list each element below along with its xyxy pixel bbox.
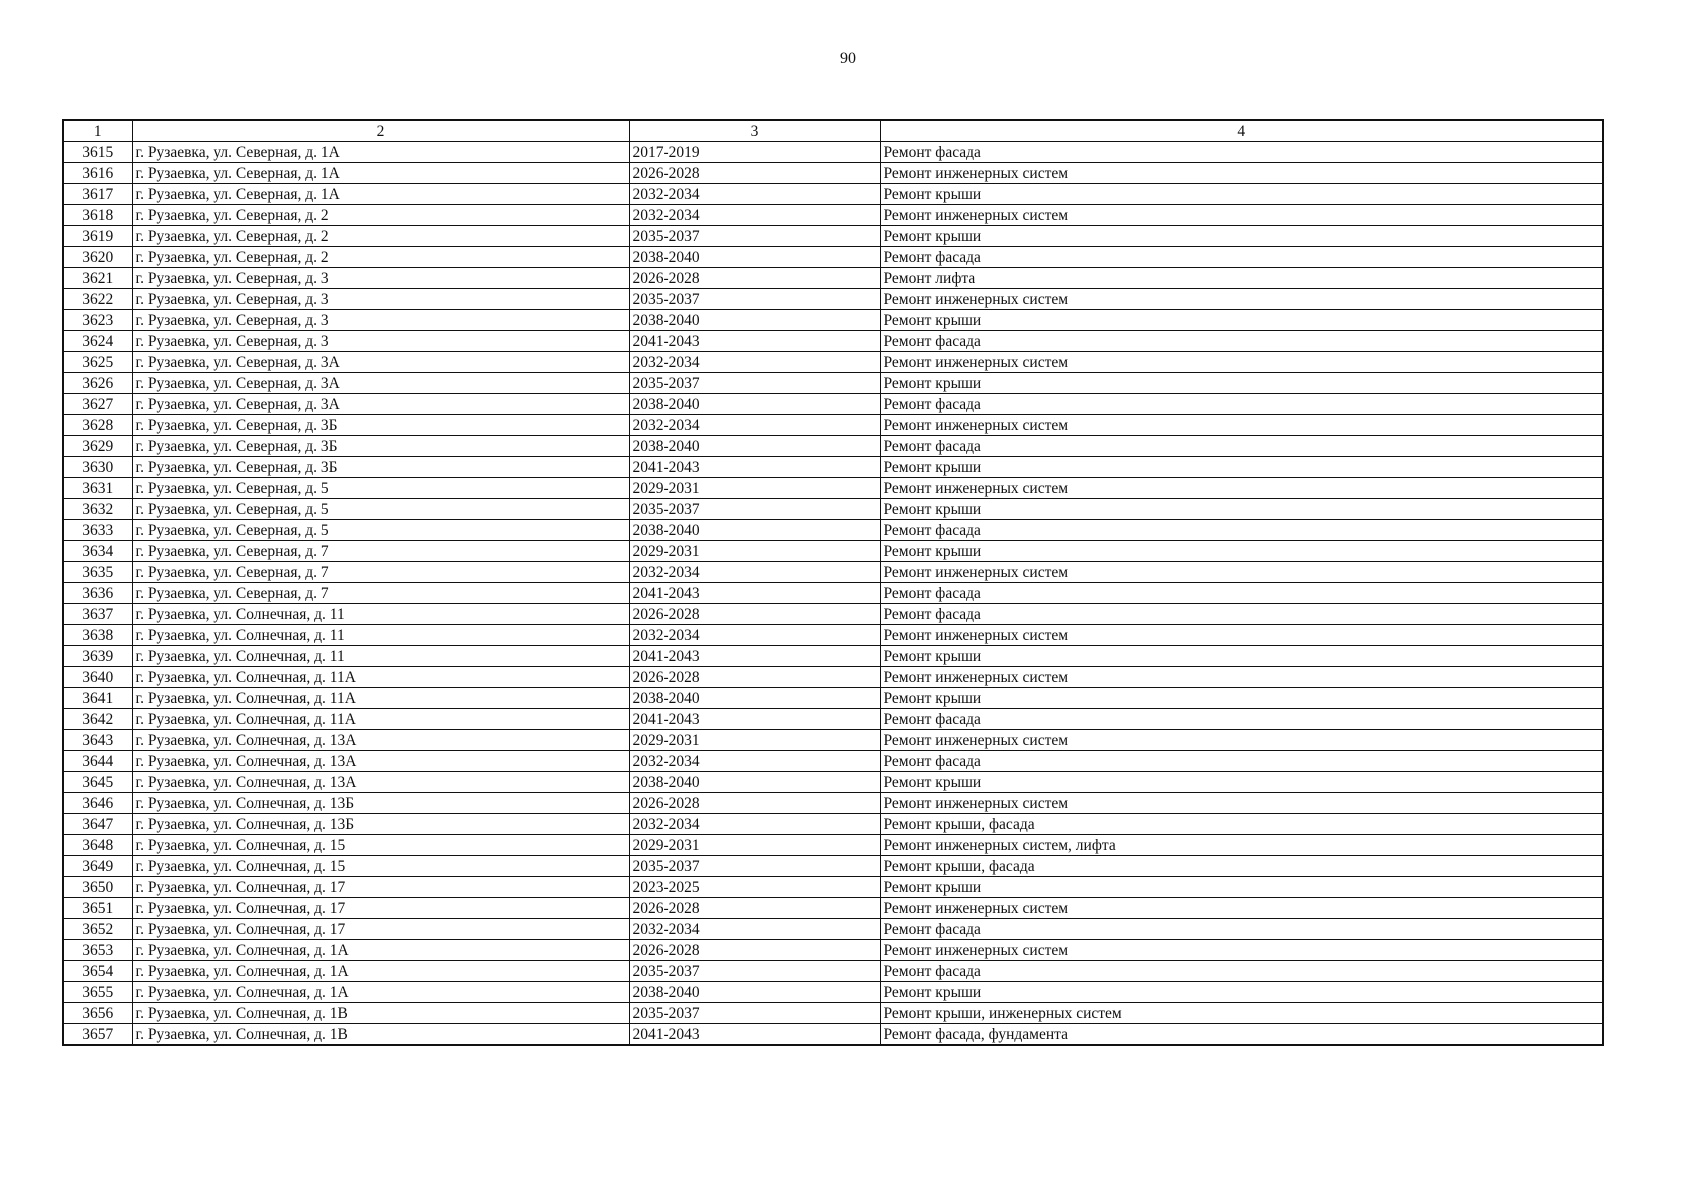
- work-type-cell: Ремонт фасада: [880, 604, 1603, 625]
- period-cell: 2038-2040: [629, 394, 880, 415]
- period-cell: 2035-2037: [629, 856, 880, 877]
- address-cell: г. Рузаевка, ул. Солнечная, д. 13А: [132, 730, 629, 751]
- work-type-cell: Ремонт крыши: [880, 541, 1603, 562]
- period-cell: 2035-2037: [629, 373, 880, 394]
- address-cell: г. Рузаевка, ул. Солнечная, д. 17: [132, 898, 629, 919]
- period-cell: 2041-2043: [629, 583, 880, 604]
- table-row: [63, 520, 1603, 541]
- address-cell: г. Рузаевка, ул. Северная, д. 5: [132, 499, 629, 520]
- work-type-cell: Ремонт инженерных систем: [880, 478, 1603, 499]
- period-cell: 2035-2037: [629, 289, 880, 310]
- address-cell: г. Рузаевка, ул. Северная, д. 7: [132, 583, 629, 604]
- table-row: [63, 730, 1603, 751]
- row-number: 3640: [63, 667, 132, 688]
- row-number: 3617: [63, 184, 132, 205]
- address-cell: г. Рузаевка, ул. Солнечная, д. 1А: [132, 982, 629, 1003]
- table-row: [63, 163, 1603, 184]
- period-cell: 2026-2028: [629, 898, 880, 919]
- address-cell: г. Рузаевка, ул. Северная, д. 3Б: [132, 436, 629, 457]
- address-cell: г. Рузаевка, ул. Северная, д. 3Б: [132, 457, 629, 478]
- address-cell: г. Рузаевка, ул. Солнечная, д. 11А: [132, 709, 629, 730]
- address-cell: г. Рузаевка, ул. Солнечная, д. 17: [132, 877, 629, 898]
- period-cell: 2038-2040: [629, 247, 880, 268]
- work-type-cell: Ремонт крыши: [880, 646, 1603, 667]
- period-cell: 2041-2043: [629, 1024, 880, 1046]
- row-number: 3636: [63, 583, 132, 604]
- row-number: 3657: [63, 1024, 132, 1046]
- table-row: [63, 226, 1603, 247]
- table-row: [63, 247, 1603, 268]
- table-row: [63, 772, 1603, 793]
- period-cell: 2032-2034: [629, 625, 880, 646]
- row-number: 3633: [63, 520, 132, 541]
- period-cell: 2026-2028: [629, 604, 880, 625]
- row-number: 3632: [63, 499, 132, 520]
- period-cell: 2041-2043: [629, 331, 880, 352]
- work-type-cell: Ремонт фасада: [880, 331, 1603, 352]
- header-col-4: 4: [880, 120, 1603, 142]
- period-cell: 2035-2037: [629, 1003, 880, 1024]
- table-row: [63, 436, 1603, 457]
- work-type-cell: Ремонт крыши: [880, 772, 1603, 793]
- address-cell: г. Рузаевка, ул. Северная, д. 1А: [132, 163, 629, 184]
- row-number: 3629: [63, 436, 132, 457]
- table-row: [63, 289, 1603, 310]
- address-cell: г. Рузаевка, ул. Северная, д. 1А: [132, 184, 629, 205]
- row-number: 3655: [63, 982, 132, 1003]
- row-number: 3625: [63, 352, 132, 373]
- address-cell: г. Рузаевка, ул. Солнечная, д. 15: [132, 835, 629, 856]
- table-row: [63, 331, 1603, 352]
- table-row: [63, 373, 1603, 394]
- period-cell: 2032-2034: [629, 352, 880, 373]
- header-col-3: 3: [629, 120, 880, 142]
- period-cell: 2041-2043: [629, 709, 880, 730]
- work-type-cell: Ремонт фасада: [880, 919, 1603, 940]
- row-number: 3656: [63, 1003, 132, 1024]
- address-cell: г. Рузаевка, ул. Солнечная, д. 11А: [132, 688, 629, 709]
- period-cell: 2041-2043: [629, 457, 880, 478]
- address-cell: г. Рузаевка, ул. Солнечная, д. 17: [132, 919, 629, 940]
- table-row: [63, 625, 1603, 646]
- period-cell: 2032-2034: [629, 814, 880, 835]
- work-type-cell: Ремонт крыши: [880, 688, 1603, 709]
- period-cell: 2029-2031: [629, 835, 880, 856]
- row-number: 3627: [63, 394, 132, 415]
- table-body: [63, 142, 1603, 1046]
- table-row: [63, 142, 1603, 163]
- period-cell: 2026-2028: [629, 667, 880, 688]
- row-number: 3646: [63, 793, 132, 814]
- row-number: 3638: [63, 625, 132, 646]
- address-cell: г. Рузаевка, ул. Северная, д. 3: [132, 289, 629, 310]
- work-type-cell: Ремонт крыши: [880, 373, 1603, 394]
- address-cell: г. Рузаевка, ул. Солнечная, д. 1А: [132, 961, 629, 982]
- work-type-cell: Ремонт инженерных систем: [880, 352, 1603, 373]
- address-cell: г. Рузаевка, ул. Солнечная, д. 13А: [132, 772, 629, 793]
- page-number: 90: [840, 50, 856, 67]
- address-cell: г. Рузаевка, ул. Северная, д. 3А: [132, 394, 629, 415]
- table-row: [63, 457, 1603, 478]
- table-row: [63, 898, 1603, 919]
- period-cell: 2032-2034: [629, 562, 880, 583]
- address-cell: г. Рузаевка, ул. Северная, д. 3А: [132, 373, 629, 394]
- table-row: [63, 877, 1603, 898]
- work-type-cell: Ремонт фасада: [880, 961, 1603, 982]
- work-type-cell: Ремонт фасада: [880, 520, 1603, 541]
- work-type-cell: Ремонт крыши: [880, 499, 1603, 520]
- address-cell: г. Рузаевка, ул. Солнечная, д. 13А: [132, 751, 629, 772]
- row-number: 3650: [63, 877, 132, 898]
- row-number: 3649: [63, 856, 132, 877]
- row-number: 3643: [63, 730, 132, 751]
- work-type-cell: Ремонт инженерных систем: [880, 730, 1603, 751]
- address-cell: г. Рузаевка, ул. Солнечная, д. 11А: [132, 667, 629, 688]
- period-cell: 2023-2025: [629, 877, 880, 898]
- row-number: 3654: [63, 961, 132, 982]
- table-row: [63, 814, 1603, 835]
- address-cell: г. Рузаевка, ул. Северная, д. 3: [132, 268, 629, 289]
- work-type-cell: Ремонт крыши: [880, 226, 1603, 247]
- work-type-cell: Ремонт инженерных систем: [880, 940, 1603, 961]
- period-cell: 2032-2034: [629, 205, 880, 226]
- period-cell: 2026-2028: [629, 163, 880, 184]
- work-type-cell: Ремонт крыши: [880, 457, 1603, 478]
- table-row: [63, 1003, 1603, 1024]
- table-row: [63, 562, 1603, 583]
- address-cell: г. Рузаевка, ул. Солнечная, д. 1А: [132, 940, 629, 961]
- address-cell: г. Рузаевка, ул. Северная, д. 3: [132, 331, 629, 352]
- row-number: 3615: [63, 142, 132, 163]
- table-row: [63, 415, 1603, 436]
- work-type-cell: Ремонт инженерных систем: [880, 163, 1603, 184]
- table-row: [63, 1024, 1603, 1046]
- table-row: [63, 205, 1603, 226]
- work-type-cell: Ремонт инженерных систем: [880, 667, 1603, 688]
- address-cell: г. Рузаевка, ул. Северная, д. 2: [132, 205, 629, 226]
- period-cell: 2026-2028: [629, 940, 880, 961]
- table-row: [63, 667, 1603, 688]
- table-row: [63, 310, 1603, 331]
- period-cell: 2029-2031: [629, 730, 880, 751]
- address-cell: г. Рузаевка, ул. Северная, д. 1А: [132, 142, 629, 163]
- address-cell: г. Рузаевка, ул. Северная, д. 7: [132, 562, 629, 583]
- table-row: [63, 688, 1603, 709]
- work-type-cell: Ремонт фасада: [880, 247, 1603, 268]
- period-cell: 2032-2034: [629, 184, 880, 205]
- row-number: 3626: [63, 373, 132, 394]
- row-number: 3641: [63, 688, 132, 709]
- row-number: 3620: [63, 247, 132, 268]
- table-row: [63, 751, 1603, 772]
- row-number: 3644: [63, 751, 132, 772]
- work-type-cell: Ремонт инженерных систем: [880, 898, 1603, 919]
- row-number: 3642: [63, 709, 132, 730]
- address-cell: г. Рузаевка, ул. Солнечная, д. 13Б: [132, 814, 629, 835]
- work-type-cell: Ремонт фасада: [880, 436, 1603, 457]
- row-number: 3616: [63, 163, 132, 184]
- row-number: 3634: [63, 541, 132, 562]
- work-type-cell: Ремонт инженерных систем: [880, 289, 1603, 310]
- table-row: [63, 478, 1603, 499]
- table-row: [63, 604, 1603, 625]
- table-row: [63, 919, 1603, 940]
- table-row: [63, 709, 1603, 730]
- table-row: [63, 793, 1603, 814]
- address-cell: г. Рузаевка, ул. Северная, д. 3А: [132, 352, 629, 373]
- row-number: 3628: [63, 415, 132, 436]
- address-cell: г. Рузаевка, ул. Северная, д. 5: [132, 520, 629, 541]
- period-cell: 2026-2028: [629, 268, 880, 289]
- work-type-cell: Ремонт фасада, фундамента: [880, 1024, 1603, 1046]
- table-row: [63, 499, 1603, 520]
- header-col-2: 2: [132, 120, 629, 142]
- work-type-cell: Ремонт крыши: [880, 877, 1603, 898]
- work-type-cell: Ремонт инженерных систем: [880, 793, 1603, 814]
- table-row: [63, 835, 1603, 856]
- work-type-cell: Ремонт крыши, фасада: [880, 814, 1603, 835]
- address-cell: г. Рузаевка, ул. Солнечная, д. 1В: [132, 1024, 629, 1046]
- row-number: 3619: [63, 226, 132, 247]
- row-number: 3630: [63, 457, 132, 478]
- address-cell: г. Рузаевка, ул. Солнечная, д. 15: [132, 856, 629, 877]
- address-cell: г. Рузаевка, ул. Солнечная, д. 11: [132, 604, 629, 625]
- row-number: 3637: [63, 604, 132, 625]
- work-type-cell: Ремонт фасада: [880, 751, 1603, 772]
- period-cell: 2035-2037: [629, 226, 880, 247]
- row-number: 3618: [63, 205, 132, 226]
- row-number: 3653: [63, 940, 132, 961]
- work-type-cell: Ремонт крыши, фасада: [880, 856, 1603, 877]
- period-cell: 2032-2034: [629, 919, 880, 940]
- period-cell: 2017-2019: [629, 142, 880, 163]
- address-cell: г. Рузаевка, ул. Солнечная, д. 11: [132, 646, 629, 667]
- work-type-cell: Ремонт фасада: [880, 142, 1603, 163]
- header-col-1: 1: [63, 120, 132, 142]
- work-type-cell: Ремонт инженерных систем: [880, 625, 1603, 646]
- period-cell: 2038-2040: [629, 310, 880, 331]
- row-number: 3651: [63, 898, 132, 919]
- table-row: [63, 646, 1603, 667]
- row-number: 3652: [63, 919, 132, 940]
- period-cell: 2038-2040: [629, 772, 880, 793]
- row-number: 3639: [63, 646, 132, 667]
- period-cell: 2041-2043: [629, 646, 880, 667]
- row-number: 3635: [63, 562, 132, 583]
- address-cell: г. Рузаевка, ул. Солнечная, д. 11: [132, 625, 629, 646]
- period-cell: 2035-2037: [629, 499, 880, 520]
- period-cell: 2029-2031: [629, 478, 880, 499]
- address-cell: г. Рузаевка, ул. Солнечная, д. 1В: [132, 1003, 629, 1024]
- address-cell: г. Рузаевка, ул. Северная, д. 3: [132, 310, 629, 331]
- row-number: 3645: [63, 772, 132, 793]
- period-cell: 2032-2034: [629, 751, 880, 772]
- period-cell: 2038-2040: [629, 436, 880, 457]
- period-cell: 2029-2031: [629, 541, 880, 562]
- address-cell: г. Рузаевка, ул. Северная, д. 7: [132, 541, 629, 562]
- table-row: [63, 268, 1603, 289]
- row-number: 3648: [63, 835, 132, 856]
- work-type-cell: Ремонт инженерных систем: [880, 205, 1603, 226]
- row-number: 3624: [63, 331, 132, 352]
- work-type-cell: Ремонт инженерных систем: [880, 562, 1603, 583]
- work-type-cell: Ремонт лифта: [880, 268, 1603, 289]
- row-number: 3621: [63, 268, 132, 289]
- table-row: [63, 541, 1603, 562]
- row-number: 3631: [63, 478, 132, 499]
- address-cell: г. Рузаевка, ул. Северная, д. 2: [132, 226, 629, 247]
- work-type-cell: Ремонт фасада: [880, 709, 1603, 730]
- table-row: [63, 940, 1603, 961]
- table-row: [63, 583, 1603, 604]
- work-type-cell: Ремонт крыши: [880, 184, 1603, 205]
- address-cell: г. Рузаевка, ул. Северная, д. 3Б: [132, 415, 629, 436]
- address-cell: г. Рузаевка, ул. Солнечная, д. 13Б: [132, 793, 629, 814]
- repair-schedule-table: [62, 119, 1604, 1046]
- table-row: [63, 856, 1603, 877]
- table-row: [63, 982, 1603, 1003]
- work-type-cell: Ремонт инженерных систем, лифта: [880, 835, 1603, 856]
- work-type-cell: Ремонт инженерных систем: [880, 415, 1603, 436]
- row-number: 3623: [63, 310, 132, 331]
- row-number: 3647: [63, 814, 132, 835]
- work-type-cell: Ремонт крыши: [880, 982, 1603, 1003]
- table-row: [63, 184, 1603, 205]
- table-row: [63, 394, 1603, 415]
- work-type-cell: Ремонт крыши: [880, 310, 1603, 331]
- work-type-cell: Ремонт фасада: [880, 583, 1603, 604]
- period-cell: 2026-2028: [629, 793, 880, 814]
- table-row: [63, 352, 1603, 373]
- period-cell: 2038-2040: [629, 982, 880, 1003]
- period-cell: 2038-2040: [629, 520, 880, 541]
- period-cell: 2035-2037: [629, 961, 880, 982]
- row-number: 3622: [63, 289, 132, 310]
- period-cell: 2032-2034: [629, 415, 880, 436]
- table-row: [63, 961, 1603, 982]
- period-cell: 2038-2040: [629, 688, 880, 709]
- table-header-row: [63, 120, 1603, 142]
- work-type-cell: Ремонт фасада: [880, 394, 1603, 415]
- address-cell: г. Рузаевка, ул. Северная, д. 2: [132, 247, 629, 268]
- address-cell: г. Рузаевка, ул. Северная, д. 5: [132, 478, 629, 499]
- work-type-cell: Ремонт крыши, инженерных систем: [880, 1003, 1603, 1024]
